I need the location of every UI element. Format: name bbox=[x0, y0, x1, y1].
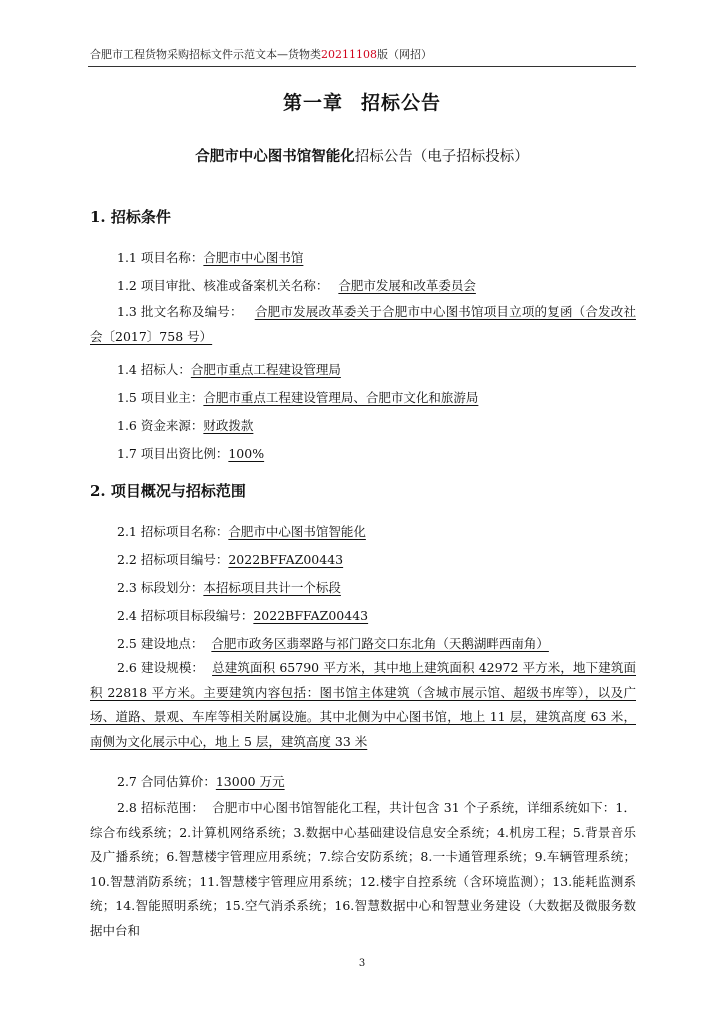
item-1-5 bbox=[117, 388, 478, 406]
item-label: 1.3 批文名称及编号： bbox=[117, 304, 243, 319]
item-label: 1.7 项目出资比例： bbox=[117, 446, 229, 461]
item-1-4 bbox=[117, 360, 341, 378]
item-2-4 bbox=[117, 606, 368, 624]
section-2-title: 2. 项目概况与招标范围 bbox=[90, 482, 246, 500]
item-value: 2022BFFAZ00443 bbox=[253, 608, 369, 623]
header-prefix: 合肥市工程货物采购招标文件示范文本—货物类 bbox=[90, 48, 321, 61]
item-value: 合肥市中心图书馆智能化工程，共计包含 31 个子系统，详细系统如下：1．综合布线系统；2.计算机网络系统；3.数据中心基础建设信息安全系统；4.机房工程；5.背景音乐及广播系统；6.智慧楼宇管理应用系统；7.综合安防系统；8.一卡通管理系统；9.车辆管理系统；10.智慧消防系统；11.智慧楼宇管理应用系统；12.楼宇自控系统（含环境监测）；13.能耗监测系统；14.智能照明系统；15.空气消杀系统；16.智慧数据中心和智慧业务建设（大数据及微服务数据中台和 bbox=[90, 800, 636, 938]
item-1-6 bbox=[117, 416, 253, 434]
item-value: 2022BFFAZ00443 bbox=[228, 552, 344, 567]
item-label: 2.8 招标范围： bbox=[117, 800, 205, 815]
item-2-8 bbox=[90, 796, 636, 943]
item-label: 2.6 建设规模： bbox=[117, 660, 205, 675]
item-1-3 bbox=[90, 300, 636, 349]
item-label: 1.6 资金来源： bbox=[117, 418, 204, 433]
item-value: 财政拨款 bbox=[203, 418, 254, 433]
running-header bbox=[90, 46, 635, 62]
item-value: 合肥市发展和改革委员会 bbox=[338, 278, 476, 293]
item-1-1 bbox=[117, 248, 303, 266]
header-rule bbox=[88, 66, 636, 67]
item-value: 100% bbox=[228, 446, 265, 461]
item-2-5 bbox=[117, 634, 549, 652]
item-label: 1.4 招标人： bbox=[117, 362, 191, 377]
chapter-name: 招标公告 bbox=[361, 92, 442, 114]
item-2-3 bbox=[117, 578, 341, 596]
chapter-title bbox=[0, 88, 724, 115]
section-1-title: 1. 招标条件 bbox=[90, 208, 171, 226]
item-label: 1.2 项目审批、核准或备案机关名称： bbox=[117, 278, 329, 293]
item-value: 合肥市发展改革委关于合肥市中心图书馆项目立项的复函（合发改社会〔2017〕758 号） bbox=[90, 304, 636, 344]
announcement-type: 招标公告（电子招标投标） bbox=[354, 149, 529, 165]
item-2-6 bbox=[90, 656, 636, 754]
item-label: 1.5 项目业主： bbox=[117, 390, 204, 405]
header-suffix: 版（网招） bbox=[377, 48, 432, 61]
item-value: 总建筑面积 65790 平方米，其中地上建筑面积 42972 平方米，地下建筑面积 22818 平方米。主要建筑内容包括：图书馆主体建筑（含城市展示馆、超级书库等），以及广场、道路、景观、车库等相关附属设施。其中北侧为中心图书馆，地上 11 层，建筑高度 63 米，南侧为文化展示中心，地上 5 层，建筑高度 33 米 bbox=[90, 660, 636, 749]
announcement-title bbox=[0, 145, 724, 166]
chapter-number: 第一章 bbox=[282, 92, 343, 114]
page-number: 3 bbox=[358, 958, 366, 969]
item-value: 合肥市重点工程建设管理局 bbox=[190, 362, 341, 377]
item-label: 2.3 标段划分： bbox=[117, 580, 204, 595]
item-label: 2.2 招标项目编号： bbox=[117, 552, 229, 567]
item-label: 2.7 合同估算价： bbox=[117, 774, 216, 789]
item-1-2 bbox=[117, 276, 476, 294]
item-label: 2.1 招标项目名称： bbox=[117, 524, 229, 539]
item-value: 合肥市中心图书馆 bbox=[203, 250, 304, 265]
item-value: 合肥市政务区翡翠路与祁门路交口东北角（天鹅湖畔西南角） bbox=[211, 636, 549, 651]
item-2-1 bbox=[117, 522, 366, 540]
item-value: 本招标项目共计一个标段 bbox=[203, 580, 341, 595]
announcement-project: 合肥市中心图书馆智能化 bbox=[195, 148, 355, 165]
item-label: 2.4 招标项目标段编号： bbox=[117, 608, 254, 623]
item-value: 合肥市重点工程建设管理局、合肥市文化和旅游局 bbox=[203, 390, 479, 405]
header-version: 20211108 bbox=[321, 48, 377, 61]
item-2-2 bbox=[117, 550, 343, 568]
item-label: 1.1 项目名称： bbox=[117, 250, 204, 265]
item-value: 合肥市中心图书馆智能化 bbox=[228, 524, 366, 539]
item-label: 2.5 建设地点： bbox=[117, 636, 204, 651]
item-1-7 bbox=[117, 444, 264, 462]
item-value: 13000 万元 bbox=[215, 774, 285, 789]
item-2-7 bbox=[117, 772, 285, 790]
